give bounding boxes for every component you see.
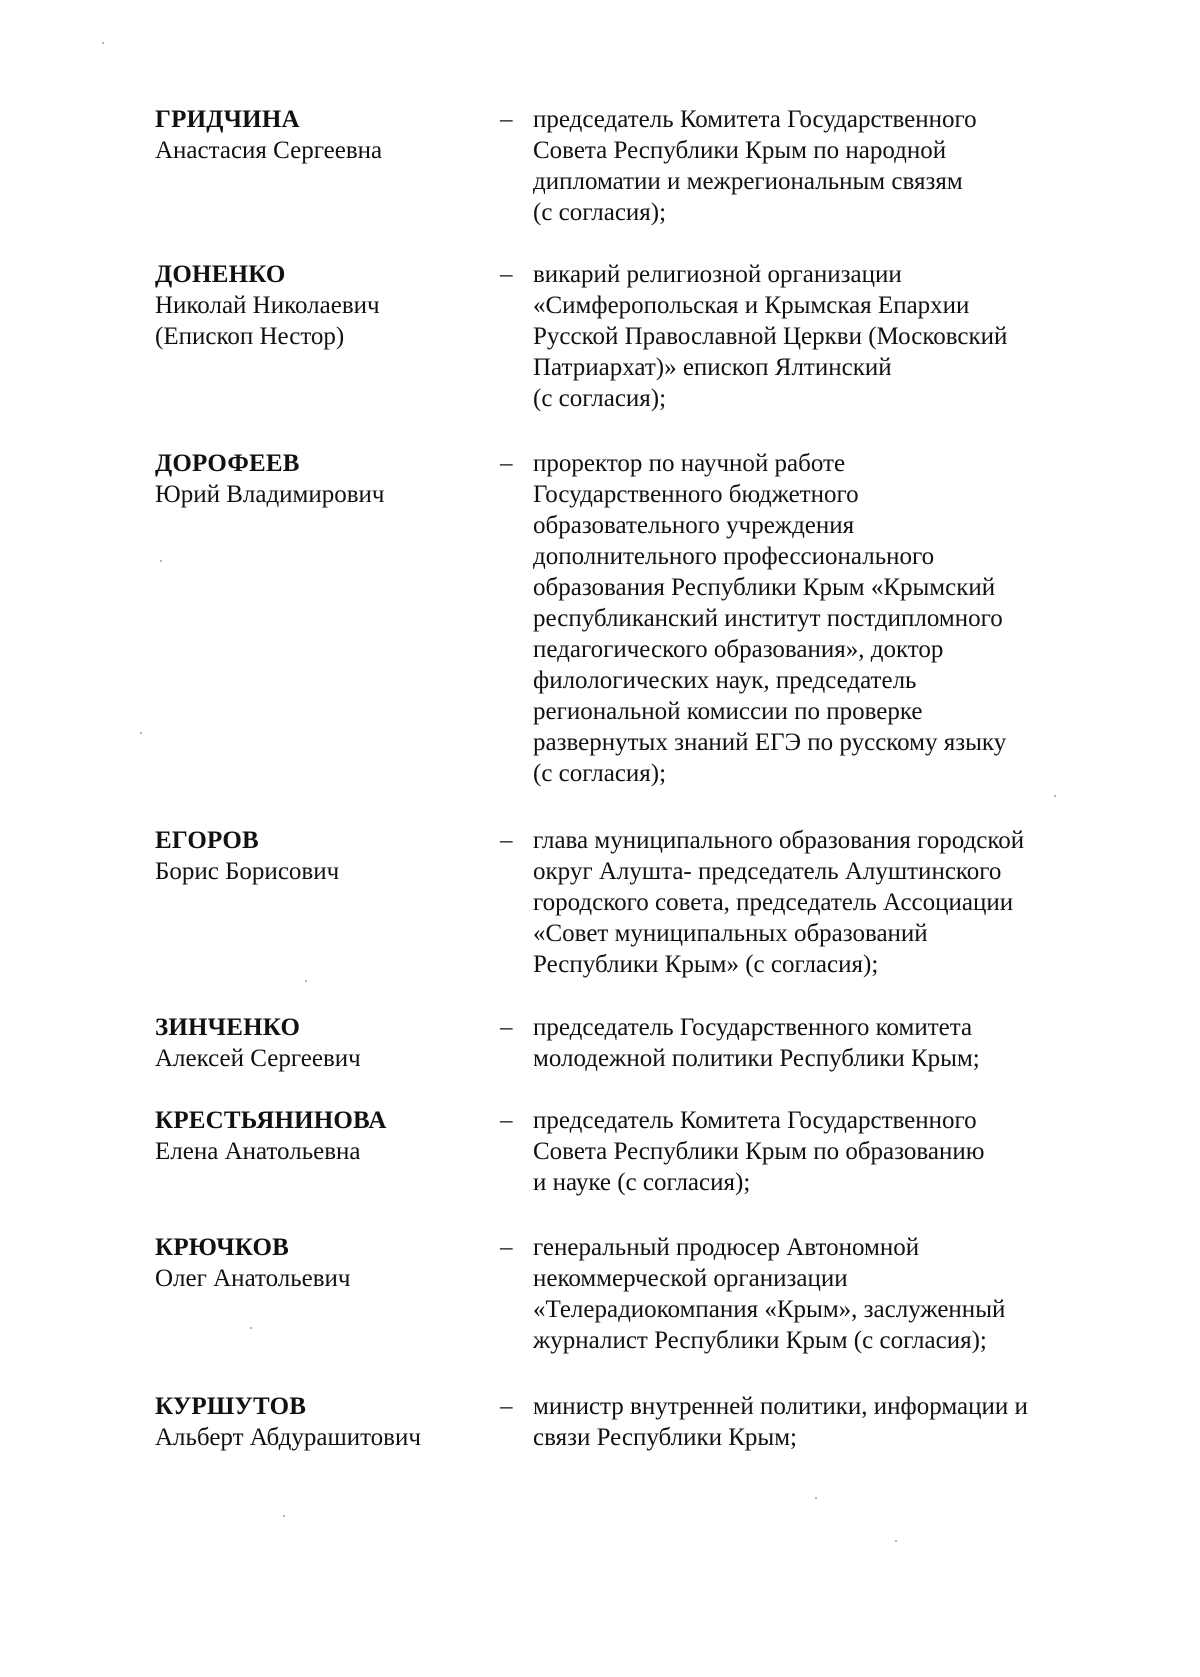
position-line: связи Республики Крым; <box>533 1424 797 1451</box>
member-given-name: Николай Николаевич <box>155 292 380 319</box>
position-line: «Совет муниципальных образований <box>533 920 928 947</box>
member-position <box>533 259 1093 414</box>
position-line: округ Алушта- председатель Алуштинского <box>533 858 1002 885</box>
position-line: образования Республики Крым «Крымский <box>533 574 996 601</box>
scan-speck <box>250 1327 252 1329</box>
position-line: региональной комиссии по проверке <box>533 698 923 725</box>
entry-dash: – <box>500 1234 513 1261</box>
member-given-name: Борис Борисович <box>155 858 340 885</box>
member-surname: КРЮЧКОВ <box>155 1234 289 1261</box>
member-name-block <box>155 104 495 166</box>
position-line: Совета Республики Крым по народной <box>533 137 947 164</box>
member-position <box>533 825 1093 980</box>
member-surname: ЗИНЧЕНКО <box>155 1014 301 1041</box>
position-line: дополнительного профессионального <box>533 543 935 570</box>
member-given-name: Алексей Сергеевич <box>155 1045 361 1072</box>
member-given-name: Юрий Владимирович <box>155 481 385 508</box>
position-line: педагогического образования», доктор <box>533 636 944 663</box>
member-surname: КУРШУТОВ <box>155 1393 307 1420</box>
position-line: Республики Крым» (с согласия); <box>533 951 879 978</box>
position-line: Патриархат)» епископ Ялтинский <box>533 354 892 381</box>
entry-dash: – <box>500 1107 513 1134</box>
member-name-block <box>155 448 495 510</box>
entry-dash: – <box>500 261 513 288</box>
position-line: председатель Государственного комитета <box>533 1014 973 1041</box>
entry-dash: – <box>500 1393 513 1420</box>
member-given-name: Альберт Абдурашитович <box>155 1424 421 1451</box>
member-position <box>533 448 1093 789</box>
member-name-block <box>155 1232 495 1294</box>
member-surname: ДОРОФЕЕВ <box>155 450 300 477</box>
position-line: молодежной политики Республики Крым; <box>533 1045 980 1072</box>
member-name-block <box>155 1391 495 1453</box>
member-surname: ДОНЕНКО <box>155 261 286 288</box>
scan-speck <box>140 732 142 734</box>
position-line: Русской Православной Церкви (Московский <box>533 323 1008 350</box>
position-line: городского совета, председатель Ассоциации <box>533 889 1014 916</box>
member-surname: ГРИДЧИНА <box>155 106 300 133</box>
position-line: (с согласия); <box>533 199 667 226</box>
member-position <box>533 1105 1093 1198</box>
position-line: генеральный продюсер Автономной <box>533 1234 920 1261</box>
position-line: дипломатии и межрегиональным связям <box>533 168 963 195</box>
scan-speck <box>102 42 104 44</box>
position-line: филологических наук, председатель <box>533 667 917 694</box>
position-line: председатель Комитета Государственного <box>533 1107 977 1134</box>
member-position <box>533 1232 1093 1356</box>
position-line: министр внутренней политики, информации и <box>533 1393 1028 1420</box>
position-line: «Симферопольская и Крымская Епархии <box>533 292 970 319</box>
member-position <box>533 1012 1093 1074</box>
position-line: Государственного бюджетного <box>533 481 859 508</box>
position-line: викарий религиозной организации <box>533 261 902 288</box>
position-line: проректор по научной работе <box>533 450 846 477</box>
member-given-name: Елена Анатольевна <box>155 1138 361 1165</box>
entry-dash: – <box>500 450 513 477</box>
scan-speck <box>815 1497 817 1499</box>
scan-speck <box>160 560 162 562</box>
member-surname: КРЕСТЬЯНИНОВА <box>155 1107 387 1134</box>
position-line: журналист Республики Крым (с согласия); <box>533 1327 987 1354</box>
position-line: (с согласия); <box>533 385 667 412</box>
member-title: (Епископ Нестор) <box>155 323 345 350</box>
member-surname: ЕГОРОВ <box>155 827 259 854</box>
position-line: председатель Комитета Государственного <box>533 106 977 133</box>
scan-speck <box>1054 795 1056 797</box>
position-line: образовательного учреждения <box>533 512 855 539</box>
position-line: республиканский институт постдипломного <box>533 605 1003 632</box>
position-line: некоммерческой организации <box>533 1265 848 1292</box>
member-name-block <box>155 259 495 352</box>
position-line: (с согласия); <box>533 760 667 787</box>
position-line: глава муниципального образования городской <box>533 827 1025 854</box>
member-position <box>533 1391 1093 1453</box>
entry-dash: – <box>500 1014 513 1041</box>
position-line: и науке (с согласия); <box>533 1169 751 1196</box>
member-given-name: Анастасия Сергеевна <box>155 137 383 164</box>
member-position <box>533 104 1093 228</box>
member-name-block <box>155 1012 495 1074</box>
scan-speck <box>283 1515 285 1517</box>
member-name-block <box>155 825 495 887</box>
scan-speck <box>305 980 307 982</box>
position-line: Совета Республики Крым по образованию <box>533 1138 985 1165</box>
member-given-name: Олег Анатольевич <box>155 1265 351 1292</box>
entry-dash: – <box>500 106 513 133</box>
position-line: развернутых знаний ЕГЭ по русскому языку <box>533 729 1007 756</box>
position-line: «Телерадиокомпания «Крым», заслуженный <box>533 1296 1006 1323</box>
member-name-block <box>155 1105 495 1167</box>
scan-speck <box>895 1540 897 1542</box>
entry-dash: – <box>500 827 513 854</box>
